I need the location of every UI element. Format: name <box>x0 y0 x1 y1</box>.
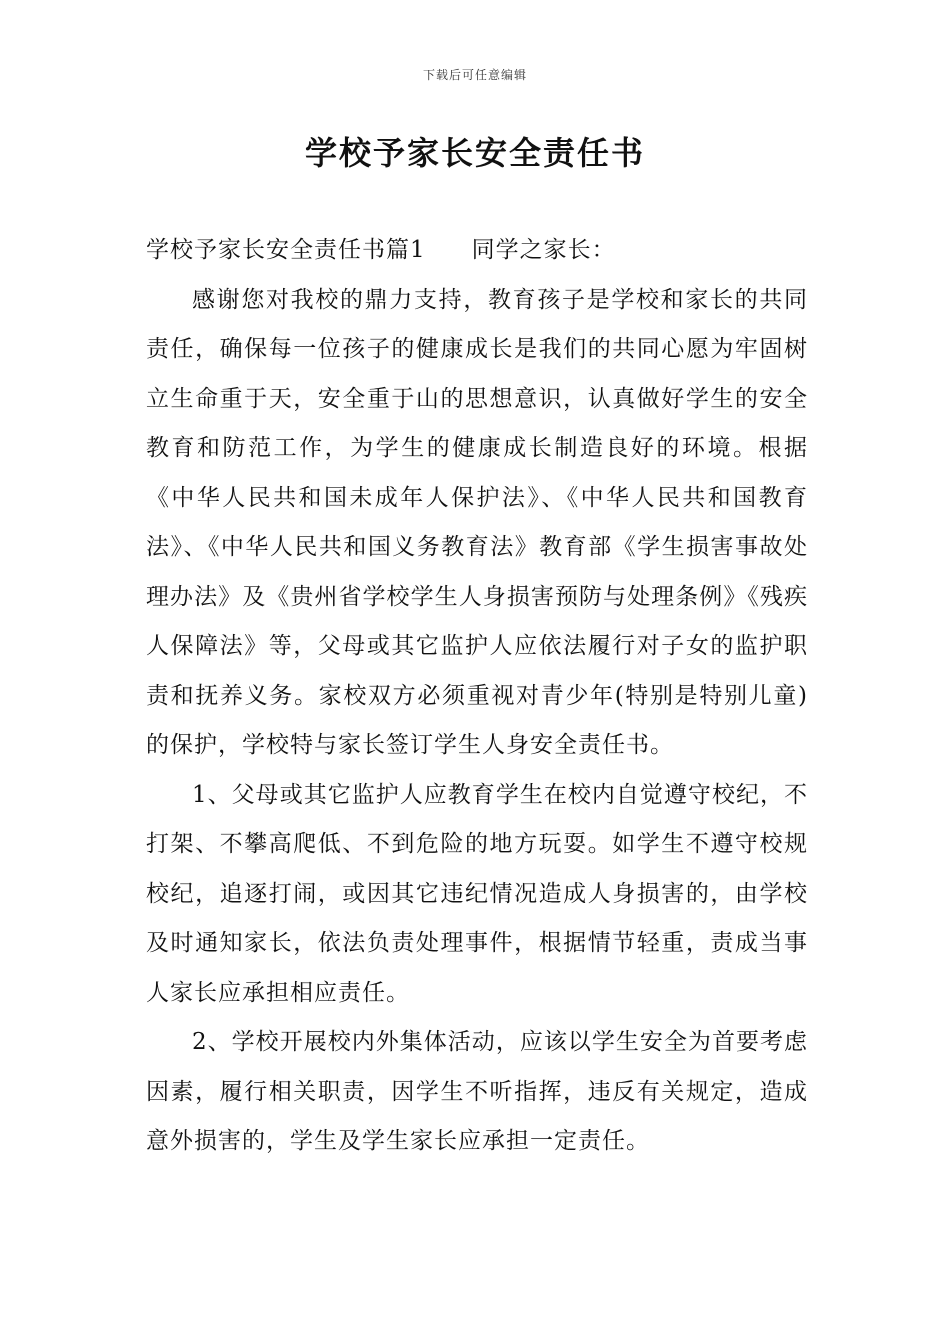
document-body <box>146 226 808 1167</box>
greeting: 同学之家长： <box>471 237 616 263</box>
paragraph-item-2: 2、学校开展校内外集体活动，应该以学生安全为首要考虑因素，履行相关职责，因学生不听指挥，违反有关规定，造成意外损害的，学生及学生家长应承担一定责任。 <box>146 1029 808 1154</box>
document-title: 学校予家长安全责任书 <box>304 134 645 172</box>
section-heading: 学校予家长安全责任书篇1 <box>146 237 426 263</box>
intro-line <box>146 226 808 276</box>
header-note: 下载后可任意编辑 <box>422 68 527 82</box>
paragraph-intro: 感谢您对我校的鼎力支持，教育孩子是学校和家长的共同责任，确保每一位孩子的健康成长是我们的共同心愿为牢固树立生命重于天，安全重于山的思想意识，认真做好学生的安全教育和防范工作，为学生的健康成长制造良好的环境。根据《中华人民共和国未成年人保护法》、《中华人民共和国教育法》、《中华人民共和国义务教育法》教育部《学生损害事故处理办法》及《贵州省学校学生人身损害预防与处理条例》《残疾人保障法》等，父母或其它监护人应依法履行对子女的监护职责和抚养义务。家校双方必须重视对青少年(特别是特别儿童)的保护，学校特与家长签订学生人身安全责任书。 <box>146 286 808 758</box>
paragraph-item-1: 1、父母或其它监护人应教育学生在校内自觉遵守校纪，不打架、不攀高爬低、不到危险的地方玩耍。如学生不遵守校规校纪，追逐打闹，或因其它违纪情况造成人身损害的，由学校及时通知家长，依法负责处理事件，根据情节轻重，责成当事人家长应承担相应责任。 <box>146 781 808 1006</box>
